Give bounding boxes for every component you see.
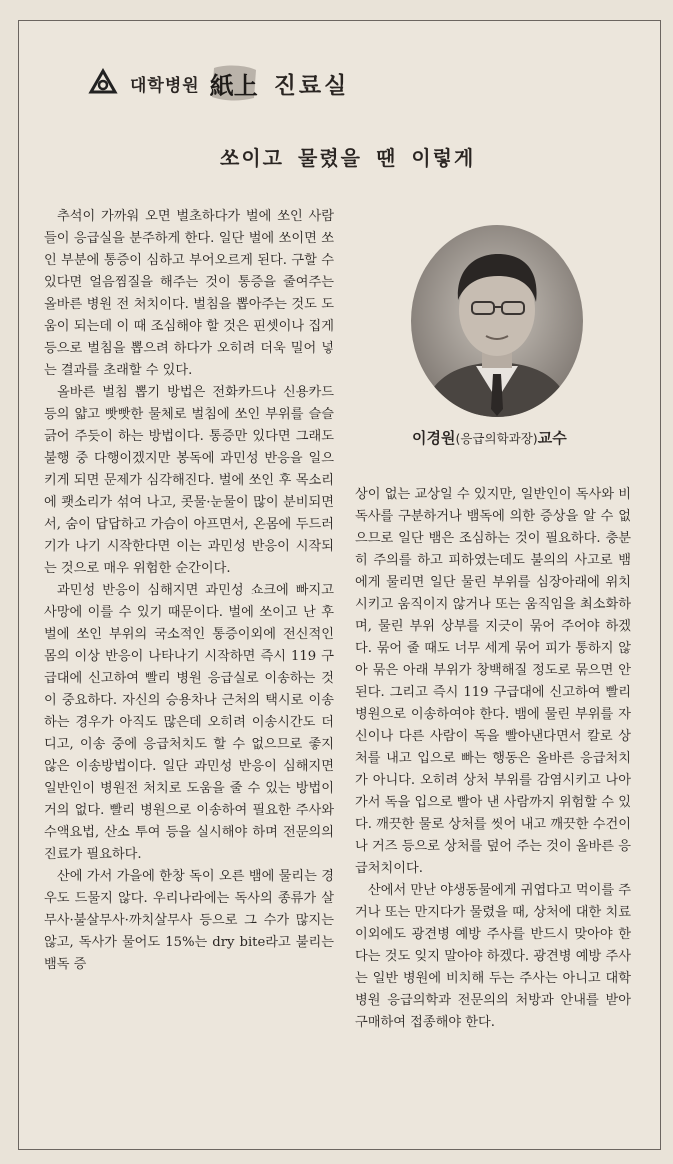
- author-photo: [410, 224, 584, 418]
- column-header: [88, 62, 349, 104]
- article-right-column: [355, 484, 631, 1034]
- author-title: 교수: [537, 429, 567, 447]
- hospital-logo-icon: [88, 68, 118, 98]
- paragraph: 올바른 벌침 뽑기 방법은 전화카드나 신용카드 등의 얇고 빳빳한 물체로 벌침에 쏘인 부위를 슬슬 긁어 주듯이 하는 방법이다. 통증만 있다면 그래도 불행 중 다행이겠지만 봉독에 과민성 반응을 일으키게 되면 문제가 심각해진다. 벌에 쏘인 후 목소리에 쾟소리가 섞여 나고, 콧물·눈물이 많이 분비되면서, 숨이 답답하고 가슴이 아프면서, 온몸에 두드러기가 나기 시작한다면 이는 과민성 반응이 시작되는 것으로 매우 위험한 순간이다.: [44, 385, 334, 576]
- clinic-name: 진료실: [273, 72, 350, 99]
- paragraph: 산에서 만난 야생동물에게 귀엽다고 먹이를 주거나 또는 만지다가 물렸을 때, 상처에 대한 치료 이외에도 광견병 예방 주사를 반드시 맞아야 한다는 것도 잊지 말아야 하겠다. 광견병 예방 주사는 일반 병원에 비치해 두는 주사는 아니고 대학병원 응급의학과 전문의의 처방과 안내를 받아 구매하여 접종해야 한다.: [355, 883, 632, 1030]
- paragraph: 상이 없는 교상일 수 있지만, 일반인이 독사와 비독사를 구분하거나 뱀독에 의한 증상을 알 수 없으므로 일단 뱀은 조심하는 것이 필요하다. 충분히 주의를 하고 피하였는데도 불의의 사고로 뱀에게 물리면 일단 물린 부위를 심장아래에 위치시키고 움직이지 않거나 또는 움직임을 최소화하며, 물린 부위 상부를 지긋이 묶어 주어야 하겠다. 묶어 줄 때도 너무 세게 묶어 피가 통하지 않아 묶은 아래 부위가 창백해질 정도로 묶으면 안 된다. 그리고 즉시 119 구급대에 신고하여 빨리 병원으로 이송하여야 한다. 뱀에 물린 부위를 자신이나 다른 사람이 독을 빨아낸다면서 칼로 상처를 내고 입으로 빠는 행동은 올바른 응급처치가 아니다. 오히려 상처 부위를 감염시키고 나아가서 독을 입으로 빨아 낸 사람까지 위험할 수 있다. 깨끗한 물로 상처를 씻어 내고 깨끗한 수건이나 거즈 등으로 상처를 덮어 주는 것이 올바른 응급처치이다.: [355, 487, 631, 876]
- paragraph: 산에 가서 가을에 한창 독이 오른 뱀에 물리는 경우도 드물지 않다. 우리나라에는 독사의 종류가 살무사·불살무사·까치살무사 등으로 그 수가 많지는 않고, 독사가 물어도 15%는 dry bite라고 불리는 뱀독 증: [44, 869, 334, 972]
- author-name: 이경원: [412, 429, 456, 447]
- hospital-name: 대학병원: [130, 75, 200, 96]
- paragraph: 추석이 가까워 오면 벌초하다가 벌에 쏘인 사람들이 응급실을 분주하게 한다. 일단 벌에 쏘이면 쏘인 부분에 통증이 심하고 부어오르게 된다. 구할 수 있다면 얼음찜질을 해주는 것이 통증을 줄여주는 올바른 병원 전 처치이다. 벌침을 뽑아주는 것도 도움이 되는데 이 때 조심해야 할 것은 핀셋이나 집게 등으로 벌침을 뽑으려 하다가 오히려 더욱 밀어 넣는 결과를 초래할 수 있다.: [44, 209, 334, 378]
- stamp-text: 紙上: [209, 70, 258, 100]
- author-caption: [412, 427, 567, 448]
- paper-stamp: [208, 62, 260, 104]
- article-title: 쏘이고 물렸을 땐 이렇게: [220, 146, 476, 170]
- bleed-through-text: [447, 35, 663, 166]
- author-department: (응급의학과장): [455, 431, 538, 446]
- article-left-column: [44, 206, 334, 976]
- paragraph: 과민성 반응이 심해지면 과민성 쇼크에 빠지고 사망에 이를 수 있기 때문이다. 벌에 쏘이고 난 후 벌에 쏘인 부위의 국소적인 통증이외에 전신적인 몸의 이상 반응이 나타나기 시작하면 즉시 119 구급대에 신고하여 빨리 병원 응급실로 이송하는 것이 중요하다. 자신의 승용차나 근처의 택시로 이송하는 경우가 아직도 많은데 오히려 이송시간도 더디고, 이송 중에 응급처치도 할 수 없으므로 좋지 않은 이송방법이다. 일단 과민성 반응이 심해지면 일반인이 병원전 처치로 도움을 줄 수 있는 방법이 거의 없다. 빨리 병원으로 이송하여 필요한 주사와 수액요법, 산소 투여 등을 실시해야 하며 전문의의 진료가 필요하다.: [44, 583, 334, 862]
